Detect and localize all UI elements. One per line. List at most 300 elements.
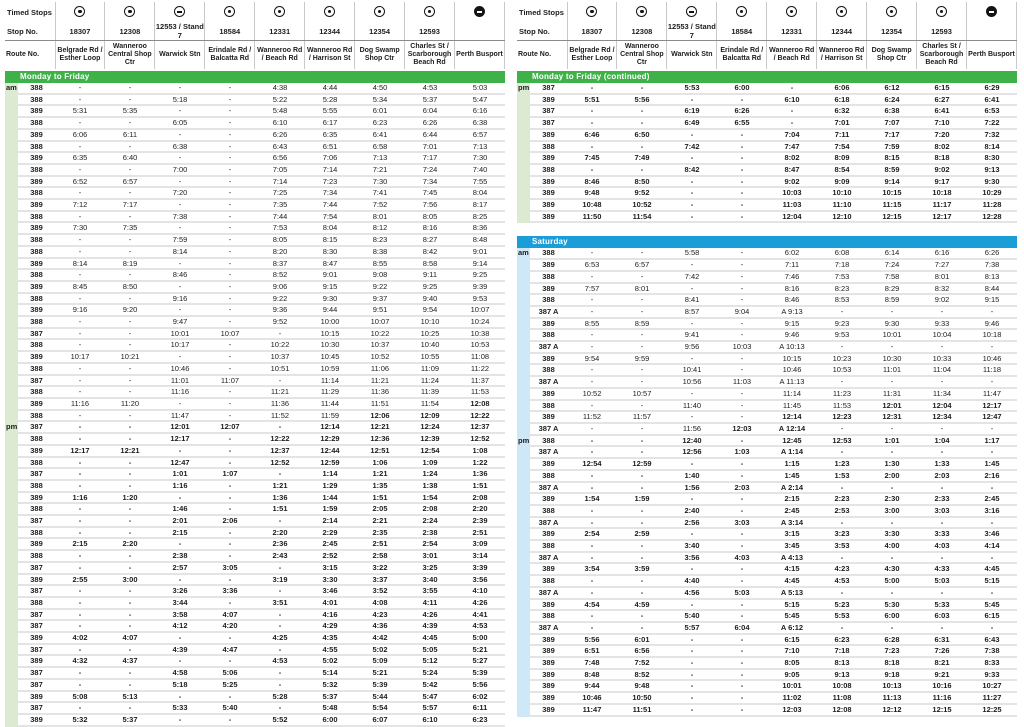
stop-icon-cell — [967, 2, 1017, 22]
time-cell: 9:44 — [567, 680, 617, 692]
time-cell: 4:26 — [405, 609, 455, 621]
time-cell: 2:08 — [455, 492, 505, 504]
time-cell: 7:13 — [455, 141, 505, 153]
time-cell: 6:58 — [355, 141, 405, 153]
no-service-cell: - — [105, 702, 155, 714]
time-cell: 8:48 — [455, 234, 505, 246]
route-cell: 388 — [18, 503, 55, 515]
meridiem-cell — [517, 446, 530, 458]
time-cell: 8:33 — [967, 657, 1017, 669]
meridiem-cell — [5, 386, 18, 398]
time-cell: 5:02 — [305, 655, 355, 667]
no-service-cell: - — [567, 517, 617, 529]
time-cell: 1:51 — [355, 492, 405, 504]
time-cell: 10:41 — [667, 364, 717, 376]
table-row — [517, 622, 1017, 634]
time-cell: 5:05 — [405, 644, 455, 656]
no-service-cell: - — [55, 410, 105, 422]
table-row — [5, 269, 505, 281]
time-cell: 9:14 — [455, 258, 505, 270]
time-cell: 8:14 — [155, 246, 205, 258]
time-cell: 3:56 — [455, 574, 505, 586]
no-service-cell: - — [105, 667, 155, 679]
no-service-cell: - — [155, 258, 205, 270]
table-row — [517, 446, 1017, 458]
no-service-cell: - — [967, 376, 1017, 388]
no-service-cell: - — [567, 446, 617, 458]
table-row — [5, 375, 505, 387]
route-cell: 388 — [530, 164, 567, 176]
time-cell: 8:46 — [767, 294, 817, 306]
route-cell: 388 — [18, 597, 55, 609]
no-service-cell: - — [967, 517, 1017, 529]
time-cell: 10:29 — [967, 187, 1017, 199]
time-cell: 7:05 — [255, 164, 305, 176]
table-row — [517, 552, 1017, 564]
meridiem-cell — [5, 398, 18, 410]
table-row — [5, 246, 505, 258]
stop-name: Belgrade Rd / Esther Loop — [567, 41, 617, 70]
table-row — [5, 199, 505, 211]
time-cell: 1:36 — [255, 492, 305, 504]
time-cell: 11:16 — [55, 398, 105, 410]
time-cell: 5:24 — [405, 667, 455, 679]
time-cell: 6:14 — [867, 248, 917, 259]
meridiem-cell — [517, 164, 530, 176]
time-cell: 10:17 — [155, 339, 205, 351]
meridiem-cell — [517, 105, 530, 117]
time-cell: 5:00 — [455, 632, 505, 644]
time-cell: 10:04 — [917, 329, 967, 341]
no-service-cell: - — [967, 482, 1017, 494]
time-cell: 6:18 — [817, 94, 867, 106]
time-cell: 8:25 — [455, 211, 505, 223]
time-cell: 12:09 — [405, 410, 455, 422]
time-cell: 11:09 — [405, 363, 455, 375]
time-cell: 7:32 — [967, 129, 1017, 141]
time-cell: 1:40 — [667, 470, 717, 482]
time-cell: 8:13 — [967, 271, 1017, 283]
time-cell: 10:13 — [867, 680, 917, 692]
meridiem-cell — [517, 294, 530, 306]
time-cell: 1:53 — [817, 470, 867, 482]
time-cell: 2:51 — [455, 527, 505, 539]
no-service-cell: - — [55, 363, 105, 375]
time-cell: 1:59 — [617, 493, 667, 505]
time-cell: 5:06 — [205, 667, 255, 679]
no-service-cell: - — [105, 386, 155, 398]
no-service-cell: - — [105, 468, 155, 480]
time-cell: 6:05 — [155, 117, 205, 129]
no-service-cell: - — [717, 493, 767, 505]
time-cell: 12:29 — [305, 433, 355, 445]
time-cell: 11:37 — [455, 375, 505, 387]
time-cell: A 1:14 — [767, 446, 817, 458]
no-service-cell: - — [617, 329, 667, 341]
no-service-cell: - — [205, 503, 255, 515]
no-service-cell: - — [105, 515, 155, 527]
time-cell: 1:56 — [667, 482, 717, 494]
time-cell: 4:00 — [867, 540, 917, 552]
time-cell: 10:18 — [917, 187, 967, 199]
time-cell: 8:14 — [55, 258, 105, 270]
table-row — [5, 83, 505, 94]
route-cell: 389 — [18, 574, 55, 586]
time-cell: 7:14 — [305, 164, 355, 176]
route-cell: 387 A — [530, 446, 567, 458]
time-cell: 8:52 — [617, 669, 667, 681]
time-cell: 3:25 — [405, 562, 455, 574]
table-row — [517, 704, 1017, 716]
time-cell: 2:21 — [355, 515, 405, 527]
route-cell: 387 — [18, 562, 55, 574]
table-row — [517, 176, 1017, 188]
no-service-cell: - — [717, 318, 767, 330]
stop-number — [967, 22, 1017, 41]
time-cell: 5:14 — [305, 667, 355, 679]
time-cell: 5:53 — [667, 83, 717, 94]
table-row — [517, 458, 1017, 470]
meridiem-cell — [5, 503, 18, 515]
no-service-cell: - — [667, 599, 717, 611]
time-cell: 7:35 — [255, 199, 305, 211]
time-cell: 8:32 — [917, 283, 967, 295]
time-cell: 5:13 — [105, 691, 155, 703]
no-service-cell: - — [567, 622, 617, 634]
time-cell: 9:30 — [967, 176, 1017, 188]
time-cell: 7:21 — [355, 164, 405, 176]
time-cell: 9:25 — [405, 281, 455, 293]
table-row — [5, 281, 505, 293]
time-cell: 12:51 — [355, 445, 405, 457]
time-cell: 6:28 — [867, 634, 917, 646]
time-cell: 7:10 — [917, 117, 967, 129]
time-cell: 5:21 — [355, 667, 405, 679]
time-cell: 11:53 — [455, 386, 505, 398]
time-cell: 2:20 — [255, 527, 305, 539]
time-cell: 11:45 — [767, 400, 817, 412]
time-cell: 11:28 — [967, 199, 1017, 211]
time-cell: 8:18 — [867, 657, 917, 669]
section-title: Monday to Friday — [5, 71, 505, 83]
no-service-cell: - — [667, 353, 717, 365]
time-cell: 2:20 — [455, 503, 505, 515]
time-cell: 3:59 — [617, 563, 667, 575]
time-cell: 7:45 — [405, 187, 455, 199]
time-cell: 5:57 — [667, 622, 717, 634]
meridiem-cell: am — [518, 248, 529, 258]
time-cell: 6:23 — [817, 634, 867, 646]
meridiem-cell — [517, 610, 530, 622]
time-cell: 5:22 — [255, 94, 305, 106]
no-service-cell: - — [205, 492, 255, 504]
time-cell: 11:54 — [405, 398, 455, 410]
stop-name: Perth Busport — [967, 41, 1017, 70]
time-cell: 10:01 — [155, 328, 205, 340]
no-service-cell: - — [255, 679, 305, 691]
time-cell: 10:45 — [305, 351, 355, 363]
meridiem-cell — [517, 94, 530, 106]
time-cell: 3:53 — [817, 540, 867, 552]
meridiem-cell — [5, 714, 18, 726]
time-cell: 5:27 — [455, 655, 505, 667]
time-cell: 2:08 — [405, 503, 455, 515]
no-service-cell: - — [967, 587, 1017, 599]
time-cell: 4:15 — [767, 563, 817, 575]
no-service-cell: - — [617, 248, 667, 259]
time-cell: 12:39 — [405, 433, 455, 445]
time-cell: 10:07 — [355, 316, 405, 328]
time-cell: 8:01 — [917, 271, 967, 283]
route-cell: 387 — [530, 105, 567, 117]
table-row — [5, 562, 505, 574]
time-cell: 1:29 — [305, 480, 355, 492]
time-cell: 5:47 — [405, 691, 455, 703]
timed-stop-icon — [274, 6, 285, 17]
no-service-cell: - — [617, 294, 667, 306]
route-cell: 387 — [18, 328, 55, 340]
no-service-cell: - — [155, 445, 205, 457]
time-cell: 7:42 — [667, 141, 717, 153]
no-service-cell: - — [205, 445, 255, 457]
time-cell: 2:38 — [405, 527, 455, 539]
time-cell: 4:44 — [305, 83, 355, 94]
time-cell: 1:45 — [967, 458, 1017, 470]
no-service-cell: - — [255, 375, 305, 387]
no-service-cell: - — [105, 609, 155, 621]
time-cell: 9:39 — [455, 281, 505, 293]
time-cell: 4:53 — [405, 83, 455, 94]
meridiem-cell — [517, 645, 530, 657]
stop-name: Warwick Stn — [155, 41, 205, 70]
time-cell: 7:30 — [455, 152, 505, 164]
table-row — [5, 258, 505, 270]
meridiem-cell — [5, 609, 18, 621]
route-cell: 388 — [18, 550, 55, 562]
timed-stop-icon — [374, 6, 385, 17]
no-service-cell: - — [617, 622, 667, 634]
time-cell: 2:35 — [355, 527, 405, 539]
no-service-cell: - — [105, 503, 155, 515]
time-cell: 9:02 — [767, 176, 817, 188]
route-cell: 388 — [530, 294, 567, 306]
time-cell: 10:15 — [305, 328, 355, 340]
time-cell: 12:04 — [917, 400, 967, 412]
time-cell: 7:17 — [105, 199, 155, 211]
time-cell: 6:11 — [455, 702, 505, 714]
no-service-cell: - — [567, 164, 617, 176]
meridiem-cell — [5, 445, 18, 457]
time-cell: 6:02 — [455, 691, 505, 703]
time-cell: 5:40 — [205, 702, 255, 714]
time-cell: 4:29 — [305, 620, 355, 632]
no-service-cell: - — [205, 351, 255, 363]
time-cell: 8:44 — [967, 283, 1017, 295]
table-row — [5, 597, 505, 609]
time-cell: 7:24 — [405, 164, 455, 176]
time-cell: 9:36 — [255, 304, 305, 316]
table-row — [517, 680, 1017, 692]
time-cell: 10:03 — [767, 187, 817, 199]
meridiem-cell — [517, 482, 530, 494]
no-service-cell: - — [667, 680, 717, 692]
time-cell: 5:21 — [455, 644, 505, 656]
table-row — [5, 702, 505, 714]
route-cell: 387 — [18, 667, 55, 679]
no-service-cell: - — [155, 105, 205, 117]
time-cell: 1:44 — [305, 492, 355, 504]
no-service-cell: - — [55, 421, 105, 433]
time-cell: 8:05 — [405, 211, 455, 223]
time-cell: 5:12 — [405, 655, 455, 667]
time-cell: 3:14 — [455, 550, 505, 562]
times-table — [5, 83, 505, 727]
time-cell: 12:59 — [305, 457, 355, 469]
no-service-cell: - — [917, 306, 967, 318]
time-cell: 2:03 — [717, 482, 767, 494]
time-cell: 4:47 — [205, 644, 255, 656]
no-service-cell: - — [567, 610, 617, 622]
no-service-cell: - — [717, 575, 767, 587]
meridiem-cell — [517, 259, 530, 271]
meridiem-cell — [5, 702, 18, 714]
time-cell: 5:30 — [867, 599, 917, 611]
time-cell: 6:11 — [105, 129, 155, 141]
time-cell: 9:01 — [455, 246, 505, 258]
time-cell: 2:45 — [767, 505, 817, 517]
time-cell: 4:54 — [567, 599, 617, 611]
time-cell: 5:25 — [205, 679, 255, 691]
route-cell: 387 A — [530, 341, 567, 353]
time-cell: 9:33 — [967, 669, 1017, 681]
time-cell: 12:03 — [767, 704, 817, 716]
time-cell: 11:40 — [667, 400, 717, 412]
no-service-cell: - — [55, 187, 105, 199]
route-cell: 388 — [530, 248, 567, 259]
untimed-stop-filled-icon — [474, 6, 485, 17]
meridiem-cell — [5, 585, 18, 597]
time-cell: 6:23 — [355, 117, 405, 129]
no-service-cell: - — [155, 632, 205, 644]
time-cell: 6:16 — [455, 105, 505, 117]
no-service-cell: - — [155, 691, 205, 703]
route-cell: 387 A — [530, 306, 567, 318]
time-cell: 4:07 — [205, 609, 255, 621]
no-service-cell: - — [55, 585, 105, 597]
table-row — [5, 457, 505, 469]
time-cell: 9:44 — [305, 304, 355, 316]
table-row — [517, 645, 1017, 657]
time-cell: 7:25 — [255, 187, 305, 199]
no-service-cell: - — [55, 164, 105, 176]
time-cell: 6:41 — [917, 105, 967, 117]
times-table — [517, 248, 1017, 716]
no-service-cell: - — [617, 587, 667, 599]
time-cell: 8:01 — [355, 211, 405, 223]
time-cell: 3:30 — [305, 574, 355, 586]
time-cell: 12:47 — [155, 457, 205, 469]
no-service-cell: - — [567, 105, 617, 117]
no-service-cell: - — [717, 692, 767, 704]
time-cell: 11:53 — [817, 400, 867, 412]
time-cell: 10:59 — [305, 363, 355, 375]
time-cell: 4:35 — [305, 632, 355, 644]
meridiem-cell — [5, 211, 18, 223]
time-cell: 6:26 — [255, 129, 305, 141]
no-service-cell: - — [205, 386, 255, 398]
no-service-cell: - — [667, 657, 717, 669]
no-service-cell: - — [55, 702, 105, 714]
meridiem-cell — [5, 679, 18, 691]
no-service-cell: - — [205, 433, 255, 445]
time-cell: 3:54 — [567, 563, 617, 575]
table-row — [517, 83, 1017, 94]
no-service-cell: - — [817, 341, 867, 353]
no-service-cell: - — [817, 376, 867, 388]
route-cell: 388 — [18, 269, 55, 281]
route-cell: 388 — [18, 293, 55, 305]
table-row — [517, 587, 1017, 599]
time-cell: 1:16 — [55, 492, 105, 504]
route-cell: 389 — [530, 259, 567, 271]
meridiem-cell — [5, 527, 18, 539]
table-row — [517, 657, 1017, 669]
time-cell: 1:01 — [155, 468, 205, 480]
meridiem-cell — [517, 587, 530, 599]
time-cell: 3:58 — [155, 609, 205, 621]
stop-name: Wanneroo Central Shop Ctr — [105, 41, 155, 70]
no-service-cell: - — [105, 620, 155, 632]
meridiem-cell: pm — [6, 422, 18, 432]
table-row — [5, 527, 505, 539]
no-service-cell: - — [717, 505, 767, 517]
time-cell: 9:15 — [767, 318, 817, 330]
time-cell: 10:56 — [667, 376, 717, 388]
no-service-cell: - — [255, 515, 305, 527]
table-row — [5, 363, 505, 375]
time-cell: 4:16 — [305, 609, 355, 621]
time-cell: 3:15 — [305, 562, 355, 574]
time-cell: 12:08 — [455, 398, 505, 410]
meridiem-cell — [517, 552, 530, 564]
no-service-cell: - — [967, 423, 1017, 435]
table-row — [5, 632, 505, 644]
no-service-cell: - — [105, 457, 155, 469]
no-service-cell: - — [867, 446, 917, 458]
time-cell: 10:57 — [617, 388, 667, 400]
no-service-cell: - — [105, 246, 155, 258]
route-cell: 389 — [18, 445, 55, 457]
no-service-cell: - — [105, 562, 155, 574]
timetable-panel-right — [517, 2, 1017, 714]
no-service-cell: - — [617, 400, 667, 412]
time-cell: 3:15 — [767, 528, 817, 540]
time-cell: 8:14 — [967, 141, 1017, 153]
table-row — [517, 610, 1017, 622]
table-row — [517, 187, 1017, 199]
no-service-cell: - — [105, 363, 155, 375]
time-cell: 7:22 — [967, 117, 1017, 129]
time-cell: 8:50 — [617, 176, 667, 188]
no-service-cell: - — [55, 550, 105, 562]
no-service-cell: - — [55, 316, 105, 328]
time-cell: 3:40 — [667, 540, 717, 552]
no-service-cell: - — [617, 306, 667, 318]
time-cell: 8:45 — [55, 281, 105, 293]
stop-name: Wanneroo Central Shop Ctr — [617, 41, 667, 70]
time-cell: 7:30 — [55, 222, 105, 234]
table-row — [517, 129, 1017, 141]
